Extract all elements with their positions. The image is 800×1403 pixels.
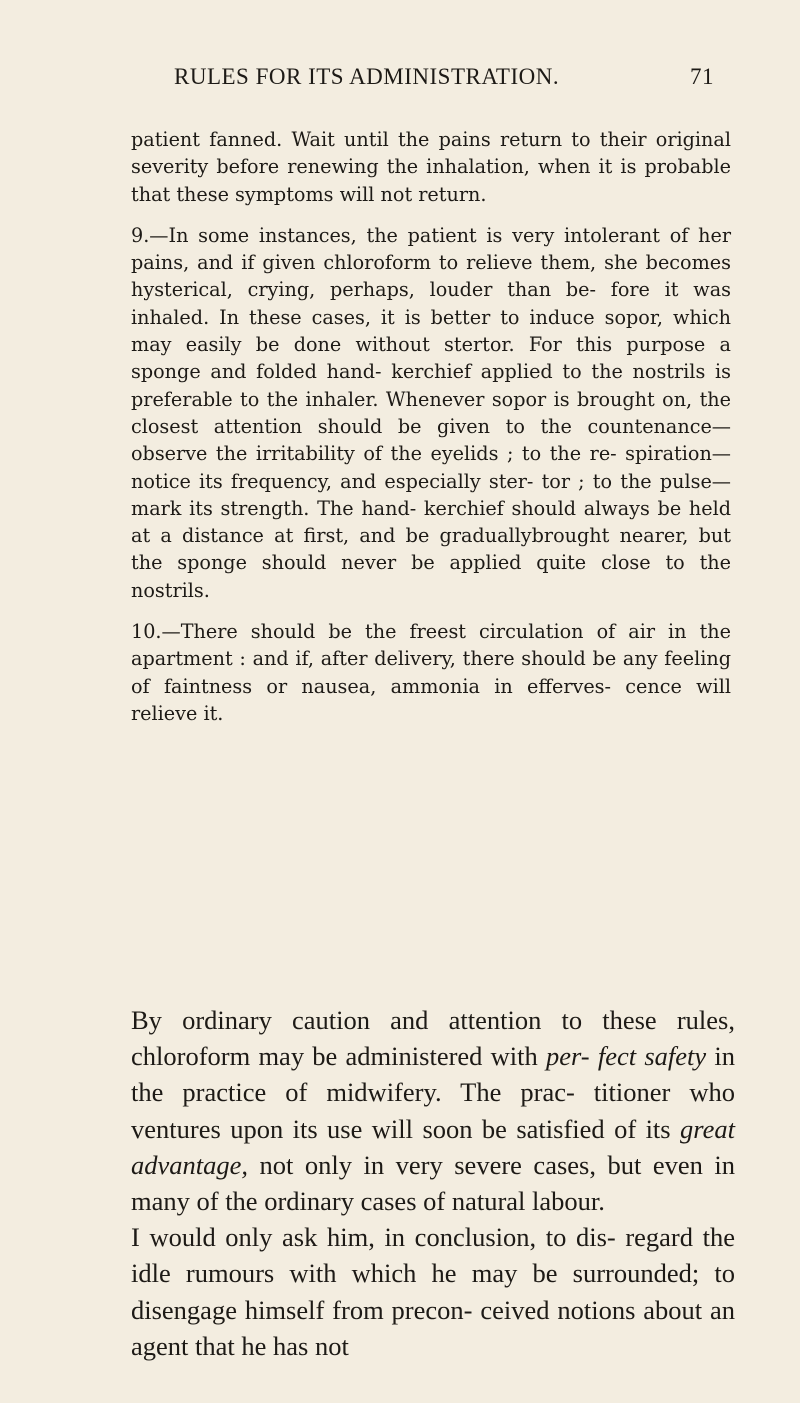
running-title: RULES FOR ITS ADMINISTRATION. [174, 64, 560, 89]
conclusion-paragraph-1 [131, 1002, 735, 1219]
rule-10-paragraph: 10.—There should be the freest circulation of air in the apartment : and if, after delivery, there should be any feeling of faintness or nausea, ammonia in efferves- cence will relieve it. [131, 620, 731, 725]
emphasis-perfect-safety: per- fect safety [546, 1041, 707, 1072]
paragraph-continuation: patient fanned. Wait until the pains return to their original severity before renewing the inhalation, when it is probable that these symptoms will not return. [131, 128, 731, 206]
numbered-rules [131, 126, 731, 741]
page-number: 71 [690, 64, 714, 89]
rule-9-paragraph: 9.—In some instances, the patient is very intolerant of her pains, and if given chloroform to relieve them, she becomes hysterical, crying, perhaps, louder than be- fore it was inhaled. In these cases, it is better to induce sopor, which may easily be done without stertor. For this purpose a sponge and folded hand- kerchief applied to the nostrils is preferable to the inhaler. Whenever sopor is brought on, the closest attention should be given to the countenance— observe the irritability of the eyelids ; to the re- spiration—notice its frequency, and especially ster- tor ; to the pulse—mark its strength. The hand- kerchief should always be held at a distance at first, and be graduallybrought nearer, but the sponge should never be applied quite close to the nostrils. [131, 223, 731, 602]
conclusion-paragraph-2: I would only ask him, in conclusion, to dis- regard the idle rumours with which he may be surrounded; to disengage himself from precon- ceived notions about an agent that he has not [131, 1222, 735, 1361]
conclusion-section [131, 1002, 735, 1364]
emphasis-great-advantage: great advantage, [131, 1113, 735, 1180]
conclusion-text-c: not only in very severe cases, but even in many of the ordinary cases of natural labour. [131, 1149, 735, 1217]
conclusion-text-b: in the practice of midwifery. The prac- titioner who ventures upon its use will soon be satisfied of its [131, 1041, 735, 1144]
conclusion-text-a: By ordinary caution and attention to these rules, chloroform may be administered with [131, 1005, 735, 1072]
